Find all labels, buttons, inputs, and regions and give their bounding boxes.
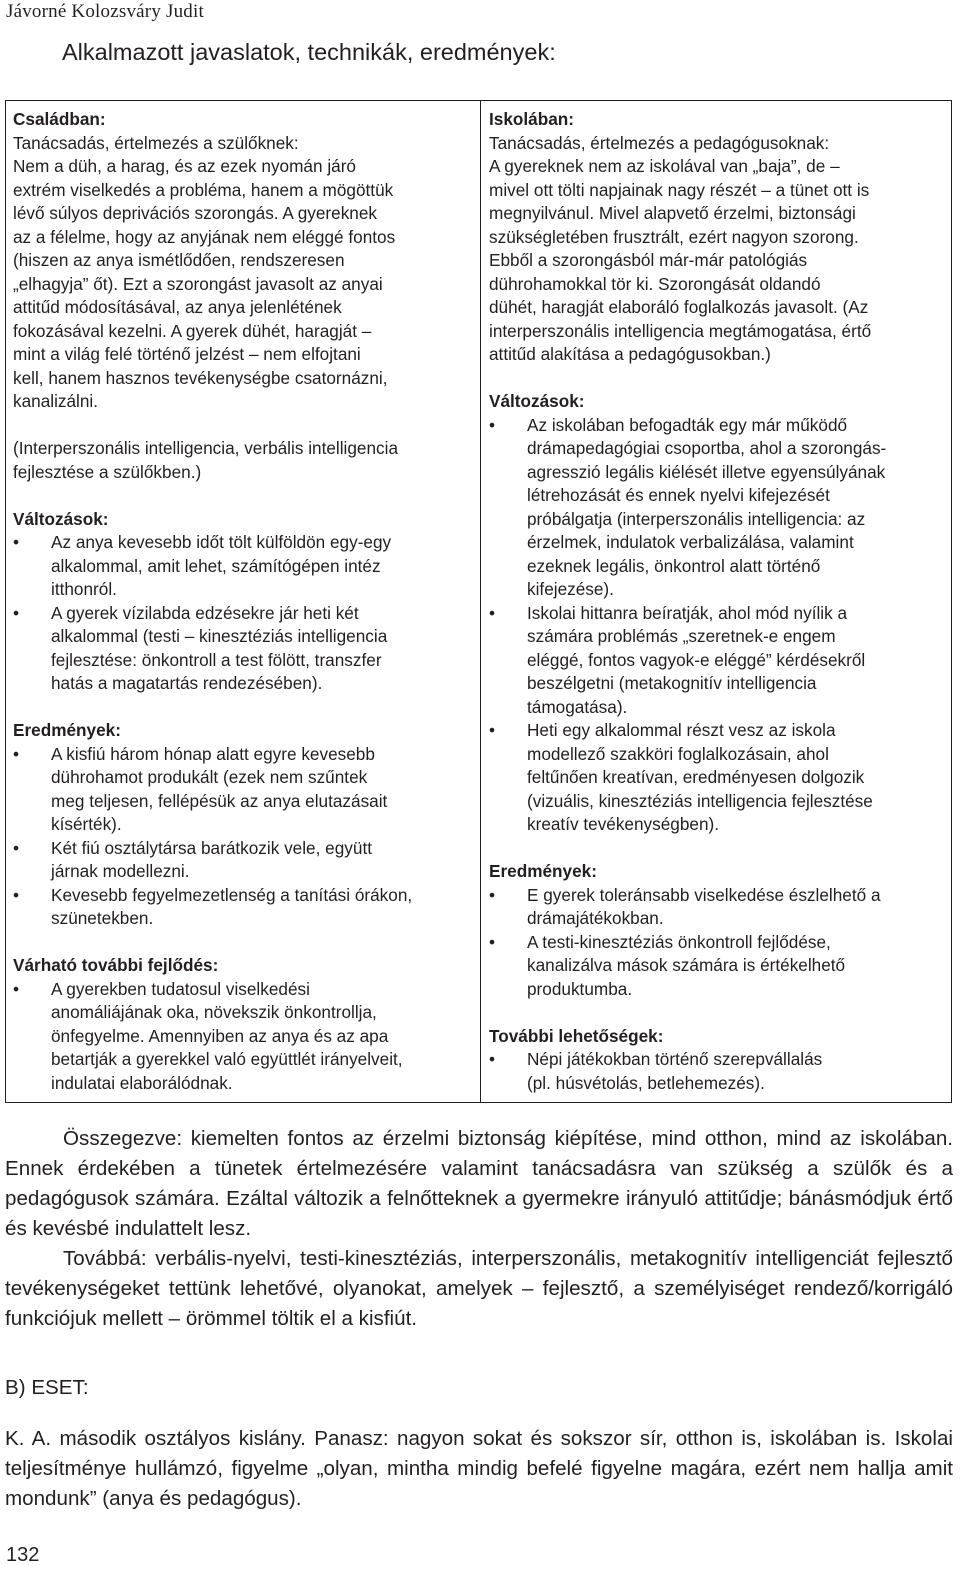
- list-item-line: indulatai elaborálódnak.: [51, 1072, 233, 1093]
- text-line: dührohamokkal tör ki. Szorongását oldandó: [489, 273, 821, 294]
- school-changes-list: [489, 414, 945, 837]
- heading-family-changes: Változások:: [13, 508, 109, 529]
- family-note: [13, 437, 474, 484]
- list-item-line: támogatása).: [527, 696, 628, 717]
- list-item-line: drámajátékokban.: [527, 908, 664, 928]
- bullet-icon: •: [13, 743, 20, 764]
- two-column-box: [5, 100, 952, 1103]
- list-item-line: drámapedagógiai csoportba, ahol a szorongás-: [527, 438, 887, 458]
- running-header-author: Jávorné Kolozsváry Judit: [6, 1, 204, 22]
- text-line: fokozásával kezelni. A gyerek dühét, haragját –: [13, 320, 372, 341]
- list-item: [489, 602, 945, 720]
- family-expected-list: [13, 978, 474, 1096]
- list-item-line: dührohamot produkált (ezek nem szűntek: [51, 767, 368, 787]
- list-item-line: eléggé, fontos vagyok-e eléggé” kérdésekről: [527, 649, 866, 670]
- list-item-line: fejlesztése: önkontroll a test fölött, transzfer: [51, 649, 382, 670]
- text-line: (hiszen az anya ismétlődően, rendszeresen: [13, 250, 345, 270]
- list-item: [13, 602, 474, 696]
- list-item-line: járnak modellezni.: [51, 861, 190, 881]
- list-item-line: meg teljesen, fellépésük az anya elutazásait: [51, 790, 388, 811]
- column-family: [6, 101, 481, 1102]
- list-item-line: E gyerek toleránsabb viselkedése észlelhető a: [527, 884, 881, 905]
- bullet-icon: •: [13, 978, 20, 999]
- school-text: [489, 132, 945, 367]
- list-item: [489, 931, 945, 1002]
- list-item-line: kreatív tevékenységben).: [527, 814, 720, 834]
- list-item-line: szünetekben.: [51, 908, 154, 928]
- bullet-icon: •: [13, 532, 20, 552]
- text-line: mint a világ felé történő jelzést – nem elfojtani: [13, 344, 361, 364]
- text-line: interperszonális intelligencia megtámogatása, értő: [489, 320, 872, 341]
- text-line: fejlesztése a szülőkben.): [13, 461, 202, 482]
- list-item-line: (pl. húsvétolás, betlehemezés).: [527, 1072, 765, 1093]
- list-item-line: feltűnően kreatívan, eredményesen dolgozik: [527, 767, 865, 787]
- bullet-icon: •: [489, 1049, 496, 1069]
- list-item-line: ezeknek legális, önkontrol alatt történő: [527, 555, 821, 576]
- family-changes-list: [13, 531, 474, 696]
- text-line: Tanácsadás, értelmezés a pedagógusoknak:: [489, 132, 830, 153]
- heading-school-results: Eredmények:: [489, 861, 597, 881]
- family-results-list: [13, 743, 474, 931]
- family-text: [13, 132, 474, 414]
- heading-family: Családban:: [13, 109, 106, 129]
- list-item: [13, 743, 474, 837]
- text-line: kell, hanem hasznos tevékenységbe csatornázni,: [13, 367, 388, 388]
- column-school: [481, 101, 951, 1102]
- list-item-line: hatás a magatartás rendezésében).: [51, 673, 323, 693]
- list-item-line: agresszió legális kiélését illetve egyensúlyának: [527, 461, 886, 482]
- list-item-line: betartják a gyerekkel való együttlét irányelveit,: [51, 1049, 403, 1069]
- list-item-line: A testi-kinesztéziás önkontroll fejlődése,: [527, 931, 831, 952]
- heading-school-further: További lehetőségek:: [489, 1025, 664, 1046]
- bullet-icon: •: [489, 931, 496, 952]
- bullet-icon: •: [489, 720, 496, 740]
- text-line: (Interperszonális intelligencia, verbális intelligencia: [13, 438, 399, 458]
- text-line: kanalizálni.: [13, 391, 99, 411]
- list-item-line: alkalommal, amit lehet, számítógépen intéz: [51, 555, 381, 576]
- text-line: dühét, haragját elaboráló foglalkozás javasolt. (Az: [489, 297, 869, 317]
- bullet-icon: •: [13, 884, 20, 905]
- bullet-icon: •: [489, 884, 496, 905]
- list-item: [489, 719, 945, 837]
- bullet-icon: •: [13, 602, 20, 623]
- list-item-line: alkalommal (testi – kinesztéziás intelligencia: [51, 626, 388, 646]
- text-line: Tanácsadás, értelmezés a szülőknek:: [13, 132, 299, 153]
- list-item: [489, 414, 945, 602]
- list-item-line: önfegyelme. Amennyiben az anya és az apa: [51, 1025, 389, 1046]
- list-item-line: Az anya kevesebb időt tölt külföldön egy-egy: [51, 532, 392, 552]
- list-item-line: beszélgetni (metakognitív intelligencia: [527, 673, 817, 693]
- list-item-line: A gyerek vízilabda edzésekre jár heti két: [51, 602, 359, 623]
- text-line: Nem a düh, a harag, és az ezek nyomán járó: [13, 156, 356, 176]
- list-item-line: kanalizálva mások számára is értékelhető: [527, 955, 846, 975]
- page-number: 132: [6, 1544, 40, 1566]
- text-line: az a félelme, hogy az anyjának nem eléggé fontos: [13, 226, 396, 247]
- text-line: megnyilvánul. Mivel alapvető érzelmi, biztonsági: [489, 203, 856, 223]
- text-line: „elhagyja” őt). Ezt a szorongást javasolt az anyai: [13, 273, 383, 294]
- list-item-line: Két fiú osztálytársa barátkozik vele, együtt: [51, 837, 372, 858]
- list-item-line: létrehozását és ennek nyelvi kifejezését: [527, 485, 830, 505]
- text-line: attitűd alakítása a pedagógusokban.): [489, 344, 771, 364]
- summary-paragraph-2: Továbbá: verbális-nyelvi, testi-kinesztéziás, interperszonális, metakognitív intelligenciát fejlesztő tevékenységeket tettünk lehetővé, olyanokat, amelyek – fejlesztő, a személyiséget rendező/korrigáló funkciójuk mellett – örömmel töltik el a kisfiút.: [5, 1247, 953, 1330]
- list-item-line: anomáliájának oka, növekszik önkontrollja,: [51, 1002, 377, 1022]
- list-item-line: itthonról.: [51, 579, 117, 599]
- school-results-list: [489, 884, 945, 1002]
- list-item: [13, 531, 474, 602]
- list-item-line: Kevesebb fegyelmezetlenség a tanítási órákon,: [51, 884, 413, 905]
- list-item-line: Heti egy alkalommal részt vesz az iskola: [527, 720, 836, 740]
- list-item-line: (vizuális, kinesztéziás intelligencia fejlesztése: [527, 790, 873, 811]
- text-line: A gyereknek nem az iskolával van „baja”, de –: [489, 156, 840, 176]
- heading-family-results: Eredmények:: [13, 720, 121, 740]
- list-item-line: Iskolai hittanra beíratják, ahol mód nyílik a: [527, 602, 848, 623]
- bullet-icon: •: [13, 837, 20, 858]
- list-item: [13, 884, 474, 931]
- bullet-icon: •: [489, 414, 496, 435]
- text-line: lévő súlyos deprivációs szorongás. A gyereknek: [13, 203, 377, 223]
- list-item: [489, 1048, 945, 1095]
- text-line: attitűd módosításával, az anya jelenlétének: [13, 297, 342, 317]
- list-item-line: kísérték).: [51, 814, 122, 834]
- text-line: extrém viselkedés a probléma, hanem a mögöttük: [13, 179, 394, 200]
- list-item-line: próbálgatja (interperszonális intelligencia: az: [527, 508, 866, 529]
- list-item-line: Az iskolában befogadták egy már működő: [527, 414, 848, 435]
- list-item-line: produktumba.: [527, 978, 633, 999]
- case-b-paragraph: K. A. második osztályos kislány. Panasz: nagyon sokat és sokszor sír, otthon is, iskolában is. Iskolai teljesítménye hullámzó, figyelme „olyan, mintha mindig befelé figyelne magára, ezért nem hallja amit mondunk” (anya és pedagógus).: [5, 1427, 953, 1510]
- heading-school: Iskolában:: [489, 109, 575, 129]
- school-further-list: [489, 1048, 945, 1095]
- list-item-line: számára problémás „szeretnek-e engem: [527, 626, 836, 646]
- section-title: Alkalmazott javaslatok, technikák, eredmények:: [62, 39, 556, 65]
- bullet-icon: •: [489, 602, 496, 623]
- case-b-heading: B) ESET:: [5, 1376, 89, 1399]
- text-line: mivel ott tölti napjainak nagy részét – a tünet ott is: [489, 179, 870, 200]
- text-line: szükségletében frusztrált, ezért nagyon szorong.: [489, 226, 859, 247]
- list-item-line: modellező szakköri foglalkozásain, ahol: [527, 743, 829, 764]
- list-item: [13, 978, 474, 1096]
- list-item: [489, 884, 945, 931]
- list-item: [13, 837, 474, 884]
- list-item-line: kifejezése).: [527, 579, 614, 599]
- text-line: Ebből a szorongásból már-már patológiás: [489, 250, 808, 270]
- list-item-line: Népi játékokban történő szerepvállalás: [527, 1049, 823, 1069]
- heading-school-changes: Változások:: [489, 391, 585, 411]
- list-item-line: A kisfiú három hónap alatt egyre kevesebb: [51, 743, 375, 764]
- list-item-line: A gyerekben tudatosul viselkedési: [51, 978, 310, 999]
- list-item-line: érzelmek, indulatok verbalizálása, valamint: [527, 532, 854, 552]
- heading-family-expected: Várható további fejlődés:: [13, 955, 219, 975]
- summary-paragraph-1: Összegezve: kiemelten fontos az érzelmi biztonság kiépítése, mind otthon, mind az iskolában. Ennek érdekében a tünetek értelmezésére valamint tanácsadásra van szükség a szülők és a pedagógusok számára. Ezáltal változik a felnőtteknek a gyermekre irányuló attitűdje; bánásmódjuk értő és kevésbé indulattelt lesz.: [5, 1127, 953, 1240]
